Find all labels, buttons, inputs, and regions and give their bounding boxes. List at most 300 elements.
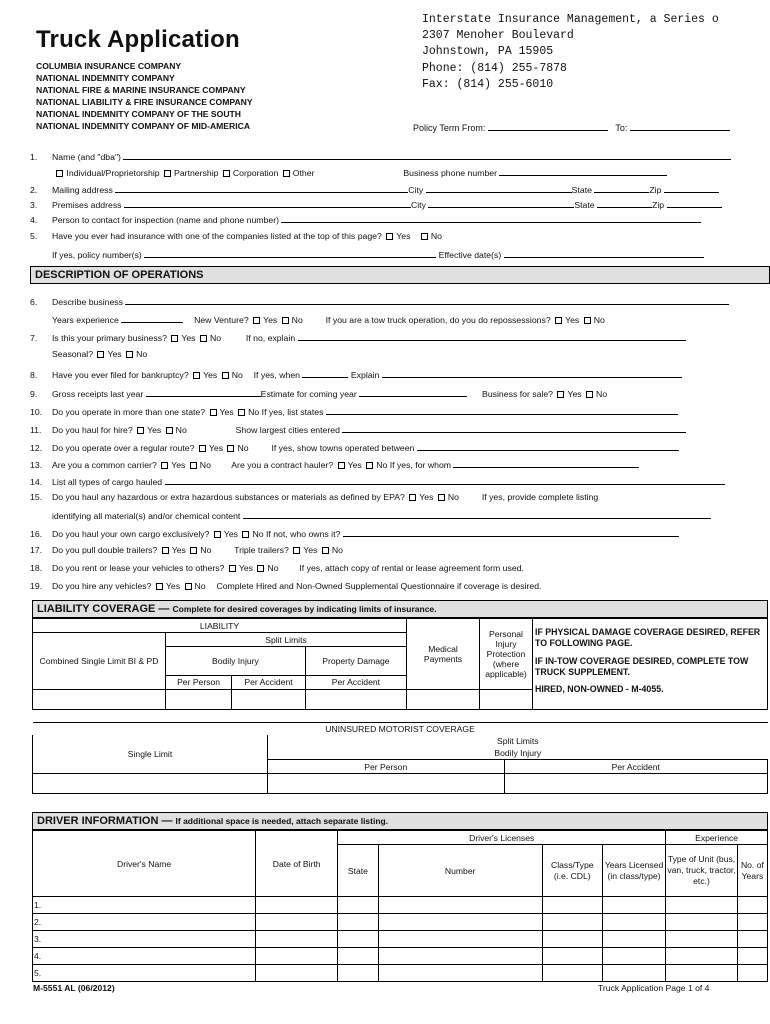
checkbox[interactable] (164, 170, 171, 177)
no-checkbox[interactable] (222, 372, 229, 379)
no-checkbox[interactable] (190, 547, 197, 554)
yes-checkbox[interactable] (156, 583, 163, 590)
towns-field[interactable] (417, 441, 679, 451)
name-field[interactable] (123, 150, 731, 160)
cell[interactable] (542, 931, 602, 948)
no-checkbox[interactable] (238, 409, 245, 416)
driver-heading (32, 812, 768, 830)
yes-checkbox[interactable] (193, 372, 200, 379)
no-checkbox[interactable] (227, 445, 234, 452)
bi-per-accident-cell[interactable] (232, 689, 306, 709)
cell[interactable] (602, 965, 665, 982)
effective-dates-field[interactable] (504, 248, 704, 258)
zip-field[interactable] (664, 183, 719, 193)
question-15 (30, 492, 598, 502)
yes-checkbox[interactable] (171, 335, 178, 342)
cell[interactable] (256, 897, 338, 914)
checkbox[interactable] (56, 170, 63, 177)
when-field[interactable] (302, 368, 348, 378)
checkbox-label: Corporation (232, 168, 279, 178)
cell[interactable] (602, 897, 665, 914)
cell[interactable] (542, 948, 602, 965)
address-line: Johnstown, PA 15905 (422, 45, 554, 59)
cell[interactable] (338, 931, 378, 948)
years-experience-label: Years experience (52, 315, 119, 325)
question-5 (30, 231, 442, 241)
checkbox-label: Yes (165, 581, 181, 591)
question-text: Do you rent or lease your vehicles to others? (52, 563, 225, 573)
cell[interactable] (338, 914, 378, 931)
licenses-header: Driver's Licenses (338, 831, 666, 845)
checkbox-label: No (136, 349, 148, 359)
checkbox-label: Yes (263, 315, 278, 325)
business-phone-field[interactable] (499, 166, 667, 176)
estimate-field[interactable] (359, 387, 467, 397)
checkbox-label: No (596, 389, 608, 399)
company-name: NATIONAL INDEMNITY COMPANY (36, 73, 175, 84)
company-name: NATIONAL INDEMNITY COMPANY OF THE SOUTH (36, 109, 241, 120)
yes-checkbox[interactable] (386, 233, 393, 240)
checkbox-label: Other (292, 168, 315, 178)
dob-header: Date of Birth (256, 831, 338, 897)
pip-label: Personal Injury Protection (where applicable) (480, 619, 533, 690)
combined-limit-label: Combined Single Limit BI & PD (33, 633, 166, 690)
checkbox-label: Yes (567, 389, 582, 399)
cell[interactable] (338, 948, 378, 965)
uninsured-table (32, 722, 768, 794)
checkbox-label: Yes (171, 545, 186, 555)
cell[interactable] (542, 965, 602, 982)
question-text: Do you pull double trailers? (52, 545, 158, 555)
question-2 (30, 183, 719, 195)
question-8 (30, 368, 682, 380)
table-row (33, 914, 768, 931)
form-number: M-5551 AL (06/2012) (33, 983, 115, 993)
question-text: Mailing address (52, 185, 113, 195)
question-18 (30, 563, 524, 573)
cell[interactable] (378, 914, 542, 931)
checkbox-label: No (593, 315, 605, 325)
no-checkbox[interactable] (185, 583, 192, 590)
zip-label: Zip (649, 185, 662, 195)
business-phone-label: Business phone number (403, 168, 498, 178)
bi-per-person-cell[interactable] (166, 689, 232, 709)
table-row (33, 965, 768, 982)
policy-from-label: Policy Term From: (413, 123, 486, 133)
company-name: COLUMBIA INSURANCE COMPANY (36, 61, 182, 71)
question-17 (30, 545, 343, 555)
address-line: 2307 Menoher Boulevard (422, 29, 574, 43)
new-venture-label: New Venture? (194, 315, 249, 325)
towns-label: If yes, show towns operated between (271, 443, 415, 453)
cell[interactable] (602, 931, 665, 948)
no-checkbox[interactable] (282, 317, 289, 324)
question-number: 14. (30, 477, 43, 487)
yes-checkbox[interactable] (214, 531, 221, 538)
mailing-address-field[interactable] (115, 183, 408, 193)
medical-payments-cell[interactable] (407, 689, 480, 709)
unit-type-header: Type of Unit (bus, van, truck, tractor, etc.) (666, 845, 738, 897)
address-line: Interstate Insurance Management, a Series o (422, 13, 719, 26)
cell[interactable] (666, 931, 738, 948)
address-line: Phone: (814) 255-7878 (422, 61, 567, 75)
checkbox-label: Yes (147, 425, 162, 435)
bodily-injury-label: Bodily Injury (494, 748, 542, 759)
no-checkbox[interactable] (257, 565, 264, 572)
section-title: LIABILITY COVERAGE — (37, 603, 170, 615)
question-text: Is this your primary business? (52, 333, 167, 343)
company-name: NATIONAL INDEMNITY COMPANY OF MID-AMERICA (36, 121, 251, 132)
checkbox[interactable] (223, 170, 230, 177)
question-number: 19. (30, 581, 43, 591)
cell[interactable] (256, 948, 338, 965)
cell[interactable] (378, 897, 542, 914)
no-checkbox[interactable] (166, 427, 173, 434)
cell[interactable] (338, 897, 378, 914)
section-title: DESCRIPTION OF OPERATIONS (35, 269, 204, 281)
yes-checkbox[interactable] (97, 351, 104, 358)
checkbox-label: Yes (347, 460, 362, 470)
page-title: Truck Application (36, 26, 240, 53)
agency-address (422, 12, 770, 93)
per-person-label: Per Person (268, 760, 505, 774)
per-accident-cell[interactable] (504, 774, 768, 794)
per-accident-label: Per Accident (504, 760, 768, 774)
liability-table (32, 618, 768, 710)
question-number: 4. (30, 215, 38, 225)
checkbox-label: Yes (107, 349, 122, 359)
checkbox-label: Yes (181, 333, 196, 343)
who-owns-label: If not, who owns it? (265, 529, 341, 539)
cell[interactable] (378, 948, 542, 965)
identifying-label: identifying all material(s) and/or chemical content (52, 511, 241, 521)
checkbox-label: No (252, 529, 264, 539)
liability-heading (32, 600, 768, 618)
city-label: City (410, 200, 426, 210)
single-limit-cell[interactable] (33, 774, 268, 794)
cell[interactable] (256, 965, 338, 982)
state-label: State (571, 185, 592, 195)
row-number[interactable]: 4. (33, 948, 256, 965)
effective-dates-label: Effective date(s) (438, 250, 502, 260)
policy-numbers-row (30, 248, 704, 260)
driver-table (32, 830, 768, 982)
when-label: If yes, when (253, 370, 300, 380)
no-checkbox[interactable] (366, 462, 373, 469)
yes-checkbox[interactable] (210, 409, 217, 416)
question-10 (30, 405, 678, 417)
cell[interactable] (378, 965, 542, 982)
address-line: Fax: (814) 255-6010 (422, 77, 554, 91)
question-number: 9. (30, 389, 38, 399)
question-number: 17. (30, 545, 43, 555)
yes-checkbox[interactable] (293, 547, 300, 554)
table-row (33, 931, 768, 948)
in-tow-note: IF IN-TOW COVERAGE DESIRED, COMPLETE TOW TRUCK SUPPLEMENT. (535, 656, 749, 677)
zip-field[interactable] (667, 198, 722, 208)
per-accident-label: Per Accident (232, 675, 306, 689)
question-text: Name (and "dba") (52, 152, 121, 162)
row-number[interactable]: 3. (33, 931, 256, 948)
row-number[interactable]: 1. (33, 897, 256, 914)
premises-address-field[interactable] (124, 198, 411, 208)
explain-field[interactable] (298, 331, 686, 341)
question-number: 1. (30, 152, 38, 162)
question-text: Are you a common carrier? (52, 460, 157, 470)
complete-label: Complete Hired and Non-Owned Supplemental Questionnaire if coverage is desired. (216, 581, 542, 591)
section-subtitle: If additional space is needed, attach separate listing. (175, 816, 389, 826)
split-limits-label: Split Limits (166, 633, 407, 647)
per-person-cell[interactable] (268, 774, 505, 794)
checkbox-label: No (209, 333, 222, 343)
question-14 (30, 475, 725, 487)
yes-checkbox[interactable] (253, 317, 260, 324)
question-3 (30, 198, 722, 210)
no-checkbox[interactable] (438, 494, 445, 501)
question-number: 12. (30, 443, 43, 453)
largest-cities-field[interactable] (342, 423, 686, 433)
hired-note: HIRED, NON-OWNED - M-4055. (535, 684, 664, 694)
question-number: 8. (30, 370, 38, 380)
identifying-row (30, 509, 711, 521)
policy-numbers-label: If yes, policy number(s) (52, 250, 142, 260)
company-list (36, 60, 253, 133)
table-row (33, 948, 768, 965)
table-row (33, 897, 768, 914)
state-field[interactable] (597, 198, 652, 208)
list-states-label: If yes, list states (261, 407, 324, 417)
attach-label: If yes, attach copy of rental or lease agreement form used. (299, 563, 524, 573)
question-number: 2. (30, 185, 38, 195)
question-number: 10. (30, 407, 43, 417)
explain-label: Explain (350, 370, 380, 380)
per-person-label: Per Person (166, 675, 232, 689)
describe-business-field[interactable] (125, 295, 729, 305)
section-title: DRIVER INFORMATION — (37, 815, 173, 827)
yes-checkbox[interactable] (137, 427, 144, 434)
question-12 (30, 441, 679, 453)
cell[interactable] (737, 931, 767, 948)
class-header: Class/Type (i.e. CDL) (542, 845, 602, 897)
policy-from-field[interactable] (488, 121, 608, 131)
yes-checkbox[interactable] (161, 462, 168, 469)
no-checkbox[interactable] (190, 462, 197, 469)
question-text: Do you operate over a regular route? (52, 443, 195, 453)
medical-payments-label: Medical Payments (407, 619, 480, 690)
largest-cities-label: Show largest cities entered (235, 425, 340, 435)
whom-label: If yes, for whom (389, 460, 452, 470)
listing-label: If yes, provide complete listing (481, 492, 599, 502)
cell[interactable] (256, 931, 338, 948)
city-field[interactable] (426, 183, 572, 193)
years-experience-field[interactable] (121, 313, 183, 323)
checkbox-label: No (376, 460, 388, 470)
cell[interactable] (542, 914, 602, 931)
checkbox-label: Yes (208, 443, 224, 453)
city-field[interactable] (428, 198, 574, 208)
explain-field[interactable] (382, 368, 682, 378)
yes-checkbox[interactable] (409, 494, 416, 501)
years-experience-row (30, 313, 605, 325)
checkbox-label: No (231, 370, 243, 380)
physical-damage-note: IF PHYSICAL DAMAGE COVERAGE DESIRED, REFER TO FOLLOWING PAGE. (535, 627, 761, 648)
cell[interactable] (737, 965, 767, 982)
no-checkbox[interactable] (126, 351, 133, 358)
policy-to-label: To: (615, 123, 628, 133)
question-text: Person to contact for inspection (name and phone number) (52, 215, 279, 225)
policy-to-field[interactable] (630, 121, 730, 131)
bodily-injury-label: Bodily Injury (166, 647, 306, 675)
yes-checkbox[interactable] (557, 391, 564, 398)
gross-receipts-field[interactable] (146, 387, 261, 397)
cell[interactable] (666, 948, 738, 965)
number-header: Number (378, 845, 542, 897)
company-name: NATIONAL FIRE & MARINE INSURANCE COMPANY (36, 85, 246, 96)
years-header: No. of Years (737, 845, 767, 897)
cell[interactable] (256, 914, 338, 931)
yes-checkbox[interactable] (555, 317, 562, 324)
question-text: List all types of cargo hauled (52, 477, 163, 487)
yes-checkbox[interactable] (229, 565, 236, 572)
cell[interactable] (737, 948, 767, 965)
checkbox-label: No (194, 581, 206, 591)
yes-checkbox[interactable] (338, 462, 345, 469)
contract-label: Are you a contract hauler? (231, 460, 334, 470)
cell[interactable] (737, 897, 767, 914)
combined-limit-cell[interactable] (33, 689, 166, 709)
state-header: State (338, 845, 378, 897)
property-damage-label: Property Damage (305, 647, 406, 675)
question-text: Premises address (52, 200, 122, 210)
uninsured-heading: UNINSURED MOTORIST COVERAGE (33, 723, 768, 735)
tow-question: If you are a tow truck operation, do you do repossessions? (325, 315, 551, 325)
cell[interactable] (666, 965, 738, 982)
no-checkbox[interactable] (322, 547, 329, 554)
row-number[interactable]: 2. (33, 914, 256, 931)
policy-numbers-field[interactable] (144, 248, 436, 258)
explain-label: If no, explain (245, 333, 296, 343)
cell[interactable] (338, 965, 378, 982)
no-checkbox[interactable] (242, 531, 249, 538)
city-label: City (408, 185, 424, 195)
question-number: 18. (30, 563, 43, 573)
pip-cell[interactable] (480, 689, 533, 709)
material-field[interactable] (243, 509, 711, 519)
question-4 (30, 213, 701, 225)
who-owns-field[interactable] (343, 527, 679, 537)
coverage-notes (533, 619, 768, 710)
state-field[interactable] (594, 183, 649, 193)
cell[interactable] (542, 897, 602, 914)
checkbox-label: No (331, 545, 343, 555)
checkbox-label: No (430, 231, 442, 241)
checkbox-label: No (200, 545, 212, 555)
question-number: 3. (30, 200, 38, 210)
contact-field[interactable] (281, 213, 701, 223)
question-text: Do you haul your own cargo exclusively? (52, 529, 210, 539)
estimate-label: Estimate for coming year (260, 389, 357, 399)
triple-label: Triple trailers? (234, 545, 289, 555)
cell[interactable] (737, 914, 767, 931)
question-6 (30, 295, 729, 307)
list-states-field[interactable] (326, 405, 678, 415)
question-9 (30, 387, 607, 399)
question-text: Do you haul for hire? (52, 425, 133, 435)
yes-checkbox[interactable] (199, 445, 206, 452)
checkbox-label: Yes (238, 563, 253, 573)
split-limits-label: Split Limits (496, 736, 539, 746)
policy-term (413, 121, 730, 133)
question-text: Have you ever filed for bankruptcy? (52, 370, 189, 380)
checkbox-label: No (175, 425, 187, 435)
driver-name-header: Driver's Name (33, 831, 256, 897)
page-number: Truck Application Page 1 of 4 (598, 983, 710, 993)
checkbox-label: Yes (223, 529, 239, 539)
whom-field[interactable] (453, 458, 639, 468)
checkbox-label: No (199, 460, 211, 470)
checkbox-label: No (248, 407, 260, 417)
question-11 (30, 423, 686, 435)
checkbox-label: Yes (396, 231, 411, 241)
checkbox[interactable] (283, 170, 290, 177)
checkbox-label: Partnership (174, 168, 219, 178)
cell[interactable] (666, 914, 738, 931)
yes-checkbox[interactable] (162, 547, 169, 554)
years-licensed-header: Years Licensed (in class/type) (602, 845, 665, 897)
no-checkbox[interactable] (421, 233, 428, 240)
company-name: NATIONAL LIABILITY & FIRE INSURANCE COMPANY (36, 97, 253, 108)
question-number: 11. (30, 425, 42, 435)
cell[interactable] (602, 948, 665, 965)
no-checkbox[interactable] (584, 317, 591, 324)
checkbox-label: Yes (203, 370, 218, 380)
checkbox-label: Yes (303, 545, 318, 555)
state-label: State (574, 200, 595, 210)
seasonal-label: Seasonal? (52, 349, 94, 359)
cell[interactable] (378, 931, 542, 948)
seasonal-row (30, 349, 147, 359)
no-checkbox[interactable] (200, 335, 207, 342)
question-number: 16. (30, 529, 43, 539)
section-subtitle: Complete for desired coverages by indicating limits of insurance. (172, 604, 437, 614)
checkbox-label: No (291, 315, 303, 325)
checkbox-label: Yes (219, 407, 234, 417)
question-text: Do you haul any hazardous or extra hazardous substances or materials as defined by EPA? (52, 492, 405, 502)
cargo-field[interactable] (165, 475, 725, 485)
row-number[interactable]: 5. (33, 965, 256, 982)
checkbox-label: No (237, 443, 249, 453)
checkbox-label: Yes (171, 460, 186, 470)
checkbox-label: No (267, 563, 279, 573)
question-13 (30, 458, 639, 470)
question-16 (30, 527, 679, 539)
cell[interactable] (602, 914, 665, 931)
liability-label: LIABILITY (33, 619, 407, 633)
for-sale-label: Business for sale? (482, 389, 554, 399)
checkbox-label: Individual/Proprietorship (66, 168, 160, 178)
cell[interactable] (666, 897, 738, 914)
pd-per-accident-cell[interactable] (305, 689, 406, 709)
zip-label: Zip (652, 200, 665, 210)
no-checkbox[interactable] (586, 391, 593, 398)
question-1 (30, 150, 731, 162)
question-text: Do you operate in more than one state? (52, 407, 206, 417)
question-number: 13. (30, 460, 43, 470)
question-number: 6. (30, 297, 38, 307)
question-text: Gross receipts last year (52, 389, 144, 399)
entity-type (30, 166, 667, 178)
checkbox-label: Yes (419, 492, 434, 502)
